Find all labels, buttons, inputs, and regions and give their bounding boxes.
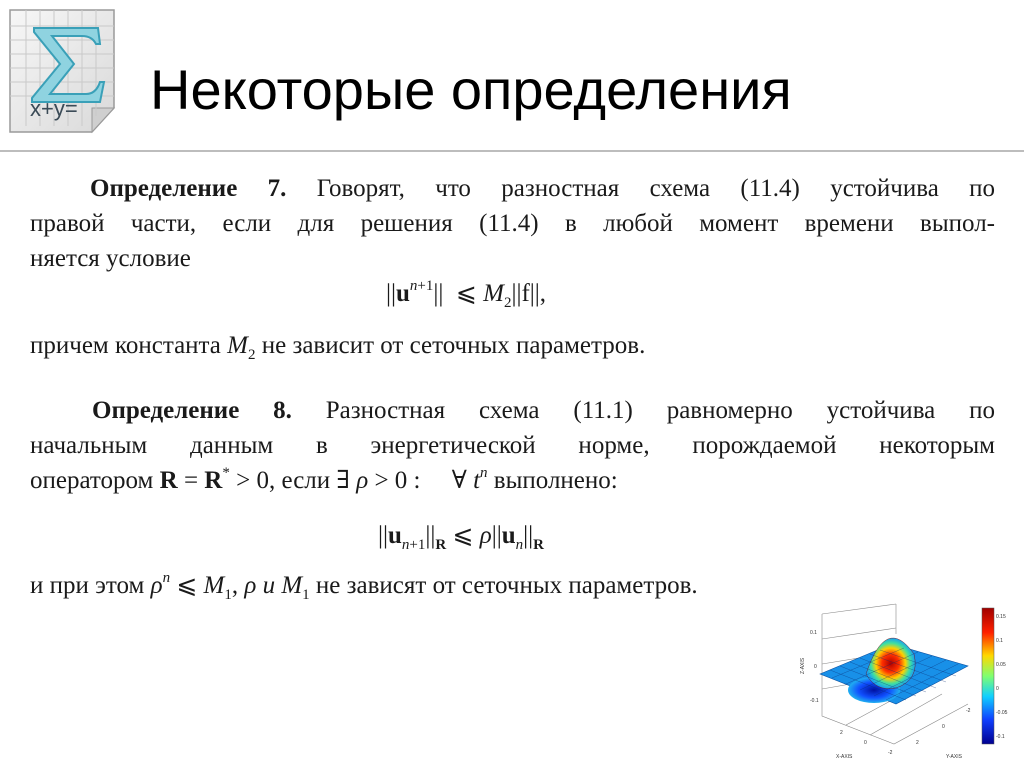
definition-8-conclusion-and: и <box>262 572 276 599</box>
definition-8-line-3: оператором R = R* > 0, если ∃ ρ > 0 : ∀ $t^n$ выполнено: <box>30 465 618 494</box>
header-divider <box>0 150 1024 152</box>
definition-7-conclusion: причем константа $M_2$ не зависит от сеточных параметров. <box>30 332 646 363</box>
logo-caption: x+y= <box>30 96 78 121</box>
definition-7-conclusion-pre: причем константа <box>30 332 221 359</box>
y-tick: 2 <box>916 740 919 746</box>
surface-plot-image <box>796 604 1008 762</box>
z-tick: -0.1 <box>810 698 819 704</box>
colorbar-tick: 0.1 <box>996 638 1003 644</box>
stability-formula-initial: $||u_{n+1}||_R$ ⩽ $\rho||u_n||_R$ <box>378 522 544 553</box>
definition-8-conclusion: и при этом $\rho^n$ ⩽ $M_1$, ρ и $M_1$ не зависят от сеточных параметров. <box>30 570 698 603</box>
page-title: Некоторые определения <box>150 58 792 121</box>
definition-7-heading: Определение 7. <box>90 175 287 202</box>
z-tick: 0.1 <box>810 630 817 636</box>
colorbar-tick: 0.15 <box>996 614 1006 620</box>
definition-7-line-2: правой части, если для решения (11.4) в любой момент времени выпол- <box>30 210 995 237</box>
definition-8 <box>30 393 995 498</box>
colorbar-tick: -0.05 <box>996 710 1008 716</box>
colorbar-tick: 0 <box>996 686 999 692</box>
definition-8-line-3-pre: оператором <box>30 467 154 494</box>
definition-8-line-2: начальным данным в энергетической норме, порождаемой некоторым <box>30 432 995 459</box>
x-axis-label: X-AXIS <box>836 754 853 760</box>
x-tick: -2 <box>888 750 893 756</box>
x-tick: 0 <box>864 740 867 746</box>
colorbar-tick: -0.1 <box>996 734 1005 740</box>
y-axis-label: Y-AXIS <box>946 754 962 760</box>
y-tick: -2 <box>966 708 971 714</box>
definition-7-line-3: няется условие <box>30 245 191 272</box>
definition-7 <box>30 171 995 276</box>
definition-8-line-3-post: выполнено: <box>493 467 618 494</box>
z-tick: 0 <box>814 664 817 670</box>
definition-8-line-3-mid: , если <box>268 467 331 494</box>
z-axis-label: Z-AXIS <box>800 657 806 674</box>
definition-7-line-1: Говорят, что разностная схема (11.4) устойчива по <box>316 175 996 202</box>
definition-8-heading: Определение 8. <box>92 397 292 424</box>
y-tick: 0 <box>942 724 945 730</box>
x-tick: 2 <box>840 730 843 736</box>
definition-8-conclusion-post: не зависят от сеточных параметров. <box>315 572 698 599</box>
definition-8-line-1: Разностная схема (11.1) равномерно устойчива по <box>325 397 996 424</box>
stability-formula-rhs: $||u^{n+1}||$ ⩽ $M_2||f||$, <box>386 278 547 311</box>
definition-7-conclusion-post: не зависит от сеточных параметров. <box>261 332 646 359</box>
colorbar-tick: 0.05 <box>996 662 1006 668</box>
definition-8-conclusion-pre: и при этом <box>30 572 145 599</box>
